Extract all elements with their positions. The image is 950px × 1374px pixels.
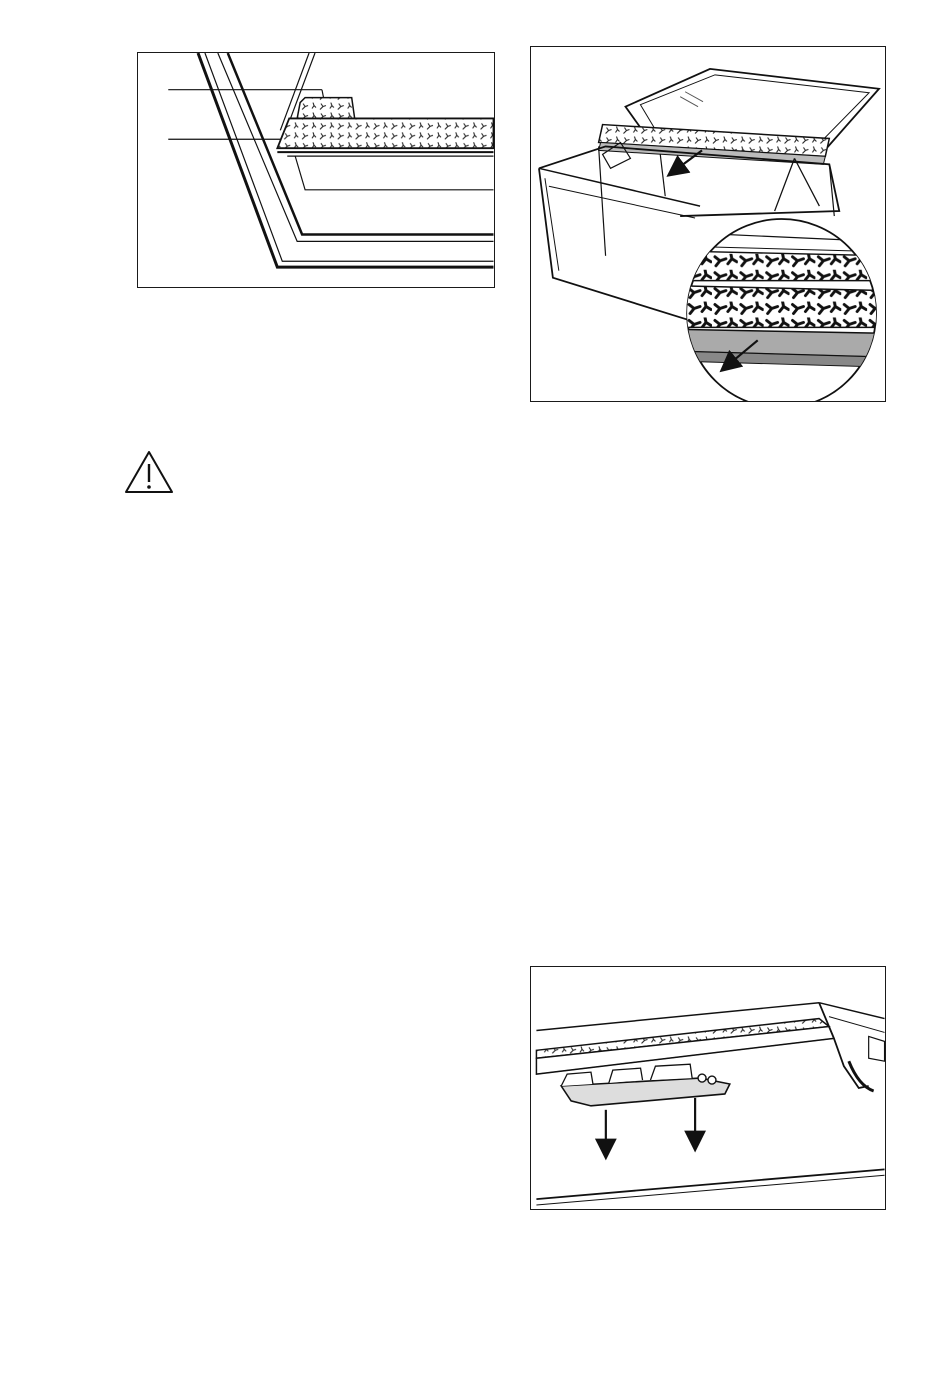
- warning-triangle-icon: [124, 450, 174, 494]
- figure-cover-underside-clips: [530, 966, 886, 1210]
- figure-drawer-remove-cover: [530, 46, 886, 402]
- figure-drawer-edge: [137, 52, 495, 288]
- drawer-edge-drawing: [138, 53, 494, 287]
- cover-underside-drawing: [531, 967, 885, 1209]
- drawer-remove-drawing: [531, 47, 885, 401]
